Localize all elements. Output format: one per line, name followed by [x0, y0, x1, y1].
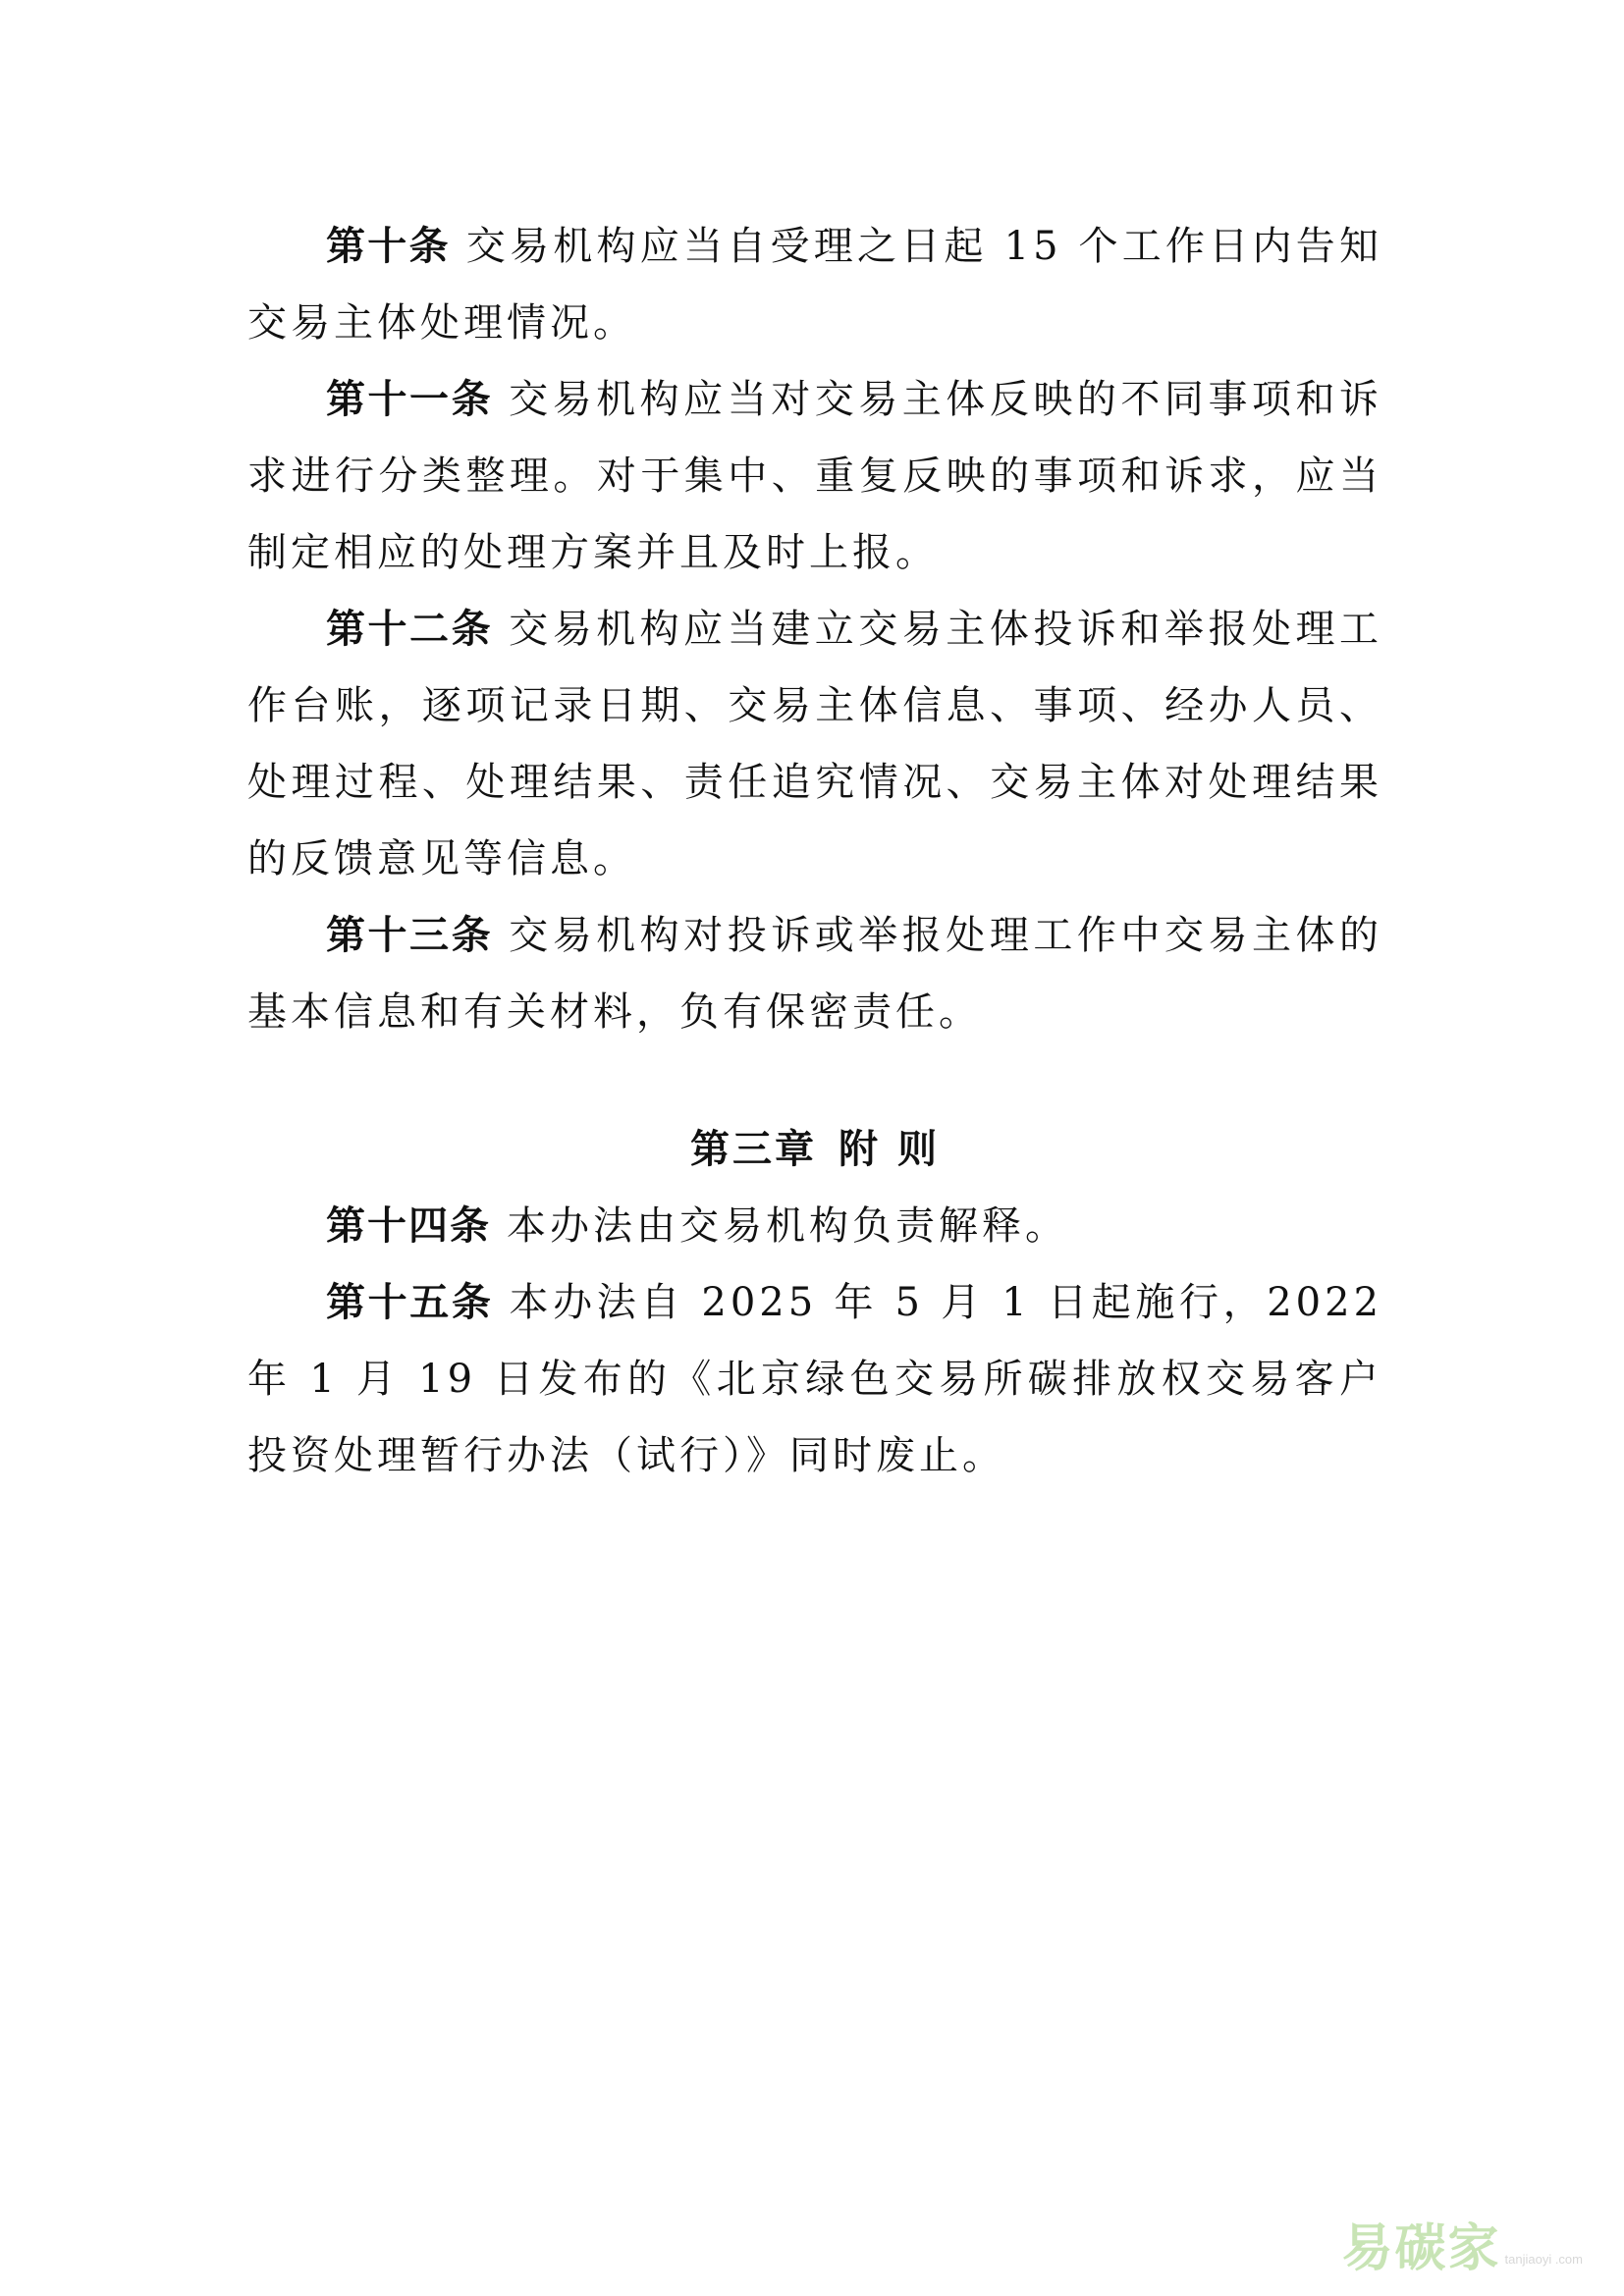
article-text: 交易机构对投诉或举报处理工作中交易主体的基本信息和有关材料，负有保密责任。: [247, 913, 1383, 1035]
article-10: [247, 208, 1382, 361]
article-label: 第十一条: [326, 376, 494, 422]
article-label: 第十四条: [326, 1202, 491, 1249]
article-text: 本办法由交易机构负责解释。: [507, 1203, 1068, 1249]
article-label: 第十二条: [326, 606, 494, 652]
article-text: 交易机构应当自受理之日起 15 个工作日内告知交易主体处理情况。: [247, 224, 1383, 346]
chapter-heading: [247, 1111, 1382, 1188]
document-body: [247, 208, 1382, 1494]
article-text: 本办法自 2025 年 5 月 1 日起施行，2022 年 1 月 19 日发布的《北京绿色交易所碳排放权交易客户投资处理暂行办法（试行）》同时废止。: [247, 1280, 1383, 1478]
article-13: [247, 897, 1382, 1050]
article-14: [247, 1188, 1382, 1264]
article-text: 交易机构应当建立交易主体投诉和举报处理工作台账，逐项记录日期、交易主体信息、事项、经办人员、处理过程、处理结果、责任追究情况、交易主体对处理结果的反馈意见等信息。: [247, 607, 1383, 881]
article-11: [247, 361, 1382, 591]
watermark-logo-text: 易碳家: [1341, 2219, 1501, 2278]
watermark-domain: tanjiaoyi .com: [1504, 2251, 1583, 2267]
article-label: 第十三条: [326, 912, 494, 958]
article-text: 交易机构应当对交易主体反映的不同事项和诉求进行分类整理。对于集中、重复反映的事项和诉求，应当制定相应的处理方案并且及时上报。: [247, 377, 1383, 575]
chapter-title: 附 则: [839, 1126, 940, 1172]
site-watermark: [1341, 2219, 1584, 2278]
article-12: [247, 591, 1382, 897]
article-label: 第十五条: [326, 1279, 494, 1325]
article-label: 第十条: [326, 223, 451, 269]
chapter-number: 第三章: [690, 1126, 818, 1172]
article-15: [247, 1264, 1382, 1494]
